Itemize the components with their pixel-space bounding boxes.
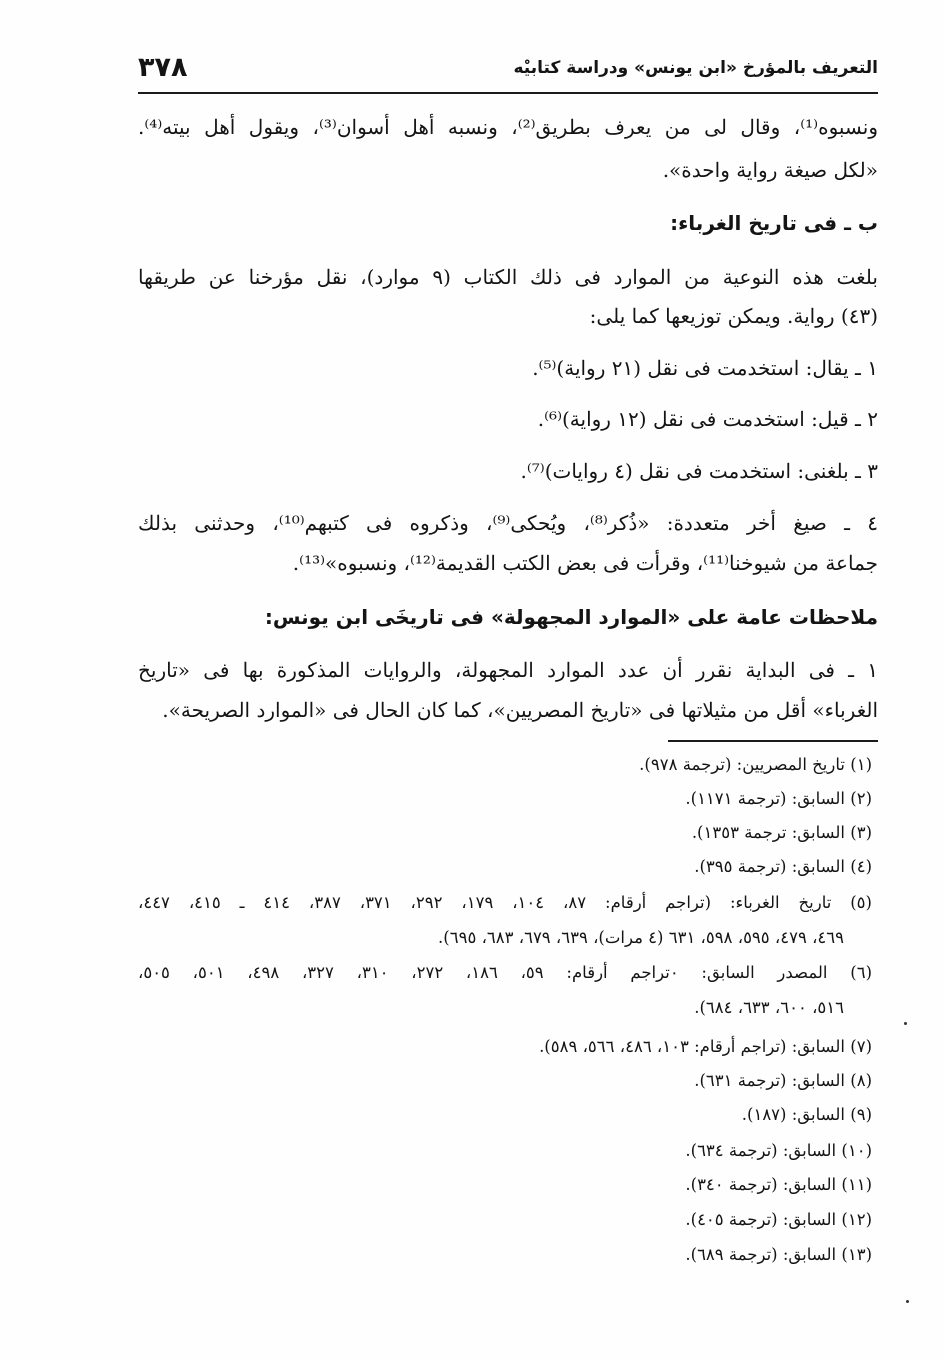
scan-speck (906, 1300, 909, 1303)
running-title: التعريف بالمؤرخ «ابن يونس» ودراسة كتابيْه (513, 58, 878, 78)
list-item-continuation: جماعة من شيوخنا⁽¹¹⁾، وقرأت فى بعض الكتب القديمة⁽¹²⁾، ونسبوه»⁽¹³⁾. (292, 551, 878, 575)
scan-speck (904, 1022, 907, 1025)
list-item: ٤ ـ صيغ أخر متعددة: «ذُكر⁽⁸⁾، ويُحكى⁽⁹⁾، وذكروه فى كتبهم⁽¹⁰⁾، وحدثنى بذلك (138, 511, 878, 535)
list-item: ٢ ـ قيل: استخدمت فى نقل (١٢ رواية)⁽⁶⁾. (537, 407, 878, 431)
body-line: (٤٣) رواية. ويمكن توزيعها كما يلى: (589, 304, 878, 328)
section-heading: ب ـ فى تاريخ الغرباء: (670, 211, 878, 235)
body-line: بلغت هذه النوعية من الموارد فى ذلك الكتاب (٩ موارد)، نقل مؤرخنا عن طريقها (138, 265, 878, 289)
footnote-continuation: ٥١٦، ٦٠٠، ٦٣٣، ٦٨٤). (694, 998, 844, 1017)
section-heading: ملاحظات عامة على «الموارد المجهولة» فى تاريخَى ابن يونس: (264, 605, 878, 629)
footnote: (١) تاريخ المصريين: (ترجمة ٩٧٨). (639, 755, 872, 774)
footnote: (١٠) السابق: (ترجمة ٦٣٤). (685, 1141, 872, 1160)
footnote: (٢) السابق: (ترجمة ١١٧١). (685, 789, 872, 808)
footnote: (٨) السابق: (ترجمة ٦٣١). (694, 1071, 872, 1090)
list-item: ٣ ـ بلغنى: استخدمت فى نقل (٤ روايات)⁽⁷⁾. (520, 459, 878, 483)
footnote: (٥) تاريخ الغرباء: (تراجم أرقام: ٨٧، ١٠٤، ١٧٩، ٢٩٢، ٣٧١، ٣٨٧، ٤١٤ ـ ٤١٥، ٤٤٧، (138, 893, 872, 912)
page-header (138, 52, 878, 94)
footnote: (٣) السابق: ترجمة ١٣٥٣). (691, 823, 872, 842)
footnote: (١٣) السابق: (ترجمة ٦٨٩). (685, 1245, 872, 1264)
body-line: ونسبوه⁽¹⁾، وقال لى من يعرف بطريق⁽²⁾، ونسبه أهل أسوان⁽³⁾، ويقول أهل بيته⁽⁴⁾. (138, 115, 878, 139)
footnote: (١٢) السابق: (ترجمة ٤٠٥). (685, 1210, 872, 1229)
footnote: (٧) السابق: (تراجم أرقام: ١٠٣، ٤٨٦، ٥٦٦، ٥٨٩). (539, 1037, 872, 1056)
footnote: (١١) السابق: (ترجمة ٣٤٠). (685, 1175, 872, 1194)
list-item: ١ ـ يقال: استخدمت فى نقل (٢١ رواية)⁽⁵⁾. (532, 356, 878, 380)
body-line: الغرباء» أقل من مثيلاتها فى «تاريخ المصريين»، كما كان الحال فى «الموارد الصريحة». (162, 698, 878, 722)
footnote-separator (668, 740, 878, 742)
page-number: ٣٧٨ (138, 52, 188, 83)
body-line: ١ ـ فى البداية نقرر أن عدد الموارد المجهولة، والروايات المذكورة بها فى «تاريخ (138, 658, 878, 682)
body-line: «لكل صيغة رواية واحدة». (662, 158, 878, 182)
footnote: (٤) السابق: (ترجمة ٣٩٥). (694, 857, 872, 876)
footnote-continuation: ٤٦٩، ٤٧٩، ٥٩٥، ٥٩٨، ٦٣١ (٤ مرات)، ٦٣٩، ٦٧٩، ٦٨٣، ٦٩٥). (438, 928, 844, 947)
footnote: (٩) السابق: (١٨٧). (741, 1105, 872, 1124)
footnote: (٦) المصدر السابق: ٠تراجم أرقام: ٥٩، ١٨٦، ٢٧٢، ٣١٠، ٣٢٧، ٤٩٨، ٥٠١، ٥٠٥، (138, 963, 872, 982)
